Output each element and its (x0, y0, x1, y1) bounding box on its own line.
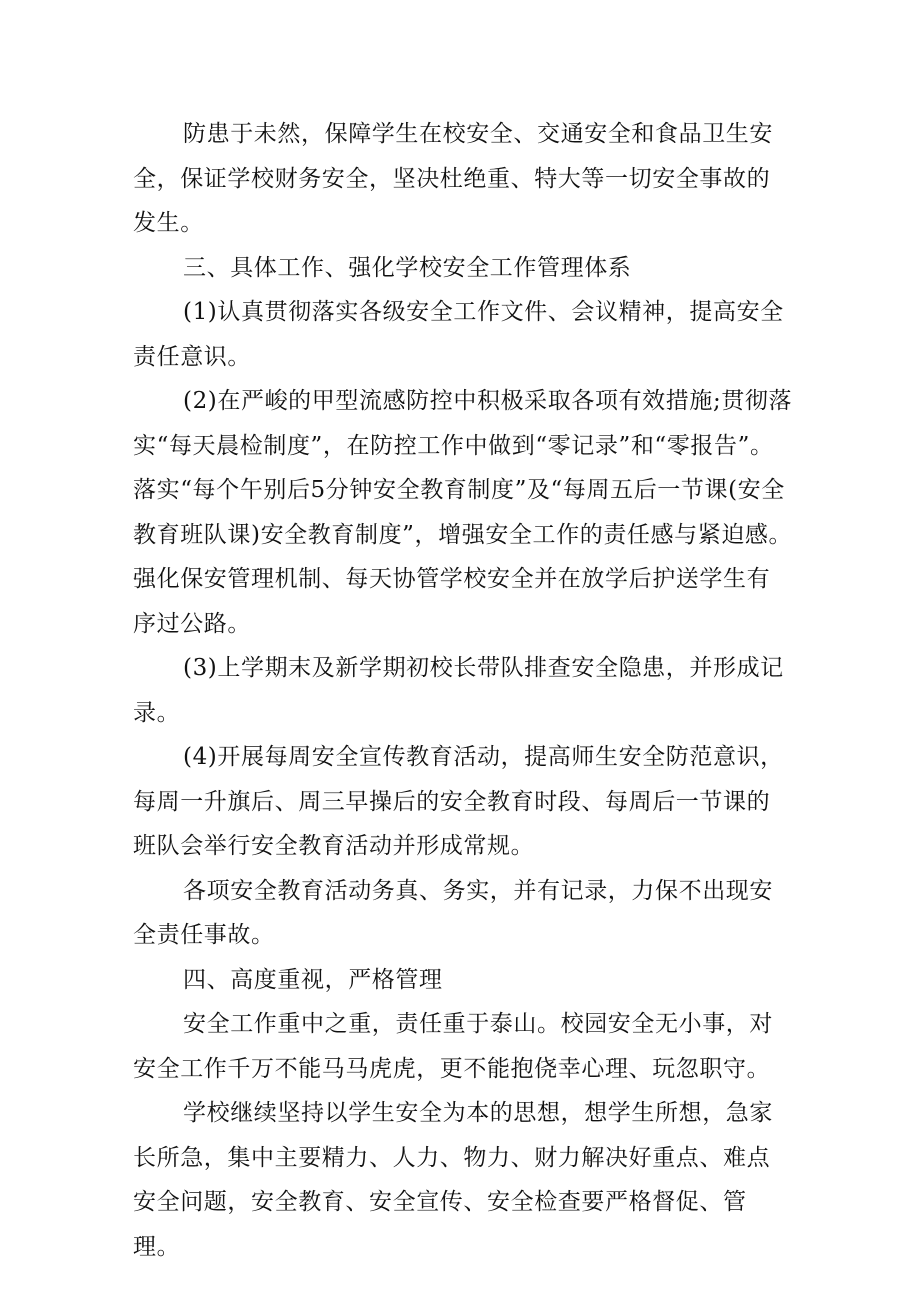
heading-section-four: 四、高度重视，严格管理 (183, 966, 443, 993)
paragraph-importance: 安全工作重中之重，责任重于泰山。校园安全无小事，对安全工作千万不能马马虎虎，更不能抱侥幸心理、玩忽职守。 (133, 1011, 773, 1082)
paragraph-records: 各项安全教育活动务真、务实，并有记录，力保不出现安全责任事故。 (133, 877, 773, 948)
paragraph-item-3: (3)上学期末及新学期初校长带队排查安全隐患，并形成记录。 (133, 655, 784, 726)
paragraph-prevention: 防患于未然，保障学生在校安全、交通安全和食品卫生安全，保证学校财务安全，坚决杜绝重、特大等一切安全事故的发生。 (133, 121, 773, 236)
paragraph-student-safety: 学校继续坚持以学生安全为本的思想，想学生所想，急家长所急，集中主要精力、人力、物力、财力解决好重点、难点安全问题，安全教育、安全宣传、安全检查要严格督促、管理。 (133, 1100, 773, 1260)
paragraph-item-4: (4)开展每周安全宣传教育活动，提高师生安全防范意识，每周一升旗后、周三早操后的安全教育时段、每周后一节课的班队会举行安全教育活动并形成常规。 (133, 744, 784, 859)
paragraph-item-2: (2)在严峻的甲型流感防控中积极采取各项有效措施;贯彻落实“每天晨检制度”，在防控工作中做到“零记录”和“零报告”。落实“每个午别后5分钟安全教育制度”及“每周五后一节课(安全教育班队课)安全教育制度”，增强安全工作的责任感与紧迫感。强化保安管理机制、每天协管学校安全并在放学后护送学生有序过公路。 (133, 388, 793, 637)
heading-section-three: 三、具体工作、强化学校安全工作管理体系 (183, 254, 632, 281)
document-body (133, 112, 793, 1269)
paragraph-item-1: (1)认真贯彻落实各级安全工作文件、会议精神，提高安全责任意识。 (133, 299, 784, 370)
